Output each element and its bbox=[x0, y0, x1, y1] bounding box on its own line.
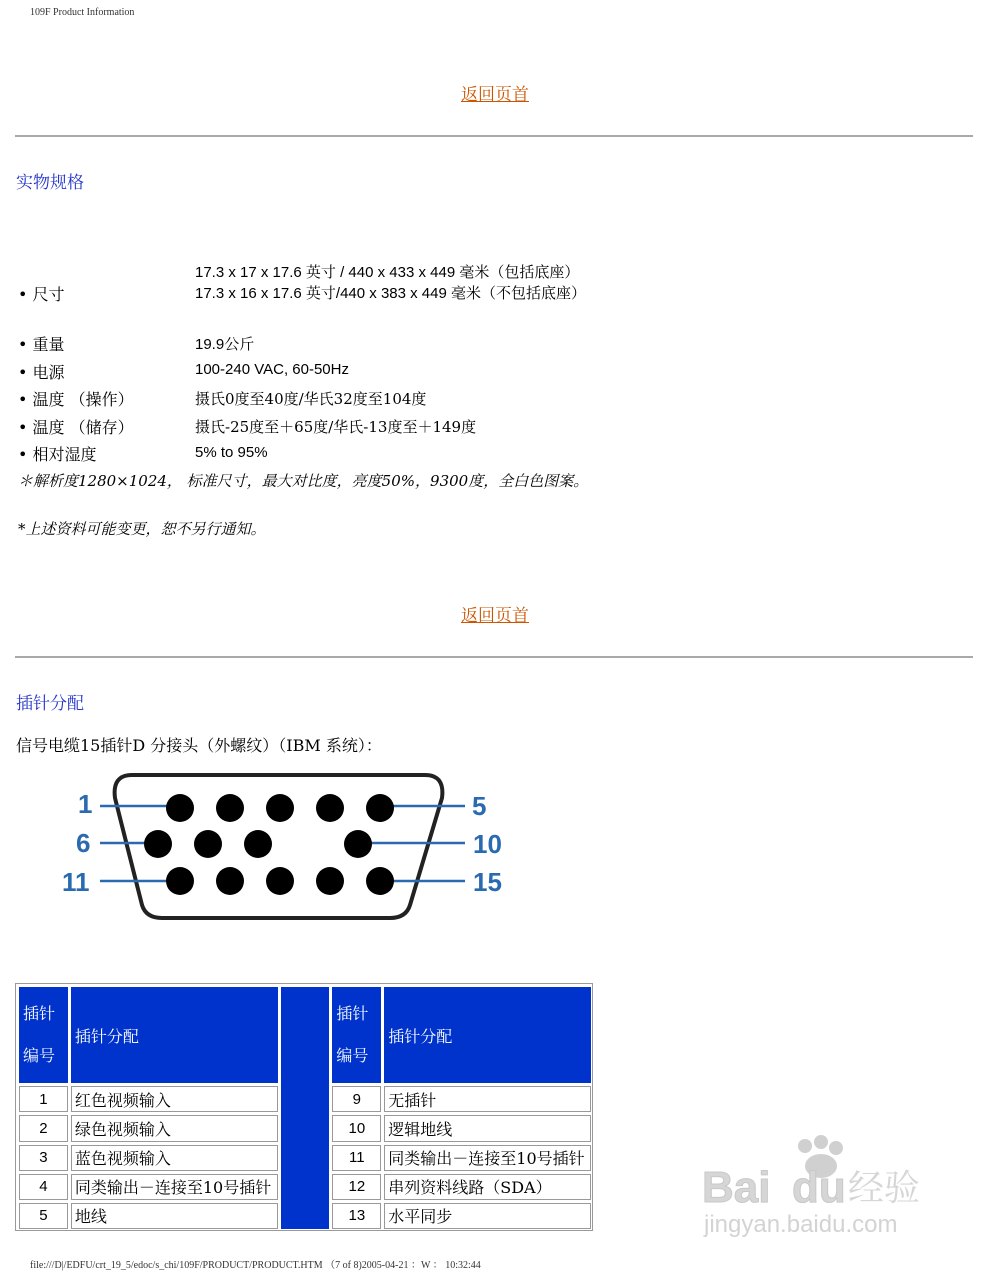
back-to-top-link[interactable]: 返回页首 bbox=[461, 85, 529, 105]
pin-hole bbox=[316, 867, 344, 895]
pin-description: 蓝色视频输入 bbox=[71, 1145, 278, 1171]
divider-2 bbox=[15, 656, 973, 658]
pin-hole bbox=[144, 830, 172, 858]
pin-hole bbox=[366, 867, 394, 895]
spec-value-weight: 19.9公斤 bbox=[195, 336, 255, 353]
pin-description: 水平同步 bbox=[384, 1203, 591, 1229]
pin-intro-text: 信号电缆15插针D 分接头（外螺纹）（IBM 系统）： bbox=[16, 736, 382, 755]
pin-number: 3 bbox=[19, 1145, 68, 1171]
diagram-label-6: 6 bbox=[76, 828, 91, 858]
pin-hole bbox=[366, 794, 394, 822]
table-separator bbox=[281, 987, 330, 1229]
footnote-disclaimer: *上述资料可能变更，恕不另行通知。 bbox=[18, 520, 266, 538]
baidu-paw-icon bbox=[700, 1132, 940, 1242]
pin-number: 4 bbox=[19, 1174, 68, 1200]
pin-description: 绿色视频输入 bbox=[71, 1115, 278, 1141]
header-pin-assignment: 插针分配 bbox=[71, 987, 278, 1083]
pin-number: 12 bbox=[332, 1174, 381, 1200]
page-footer-path: file:///D|/EDFU/crt_19_5/edoc/s_chi/109F/PRODUCT/PRODUCT.HTM （7 of 8)2005-04-21 ：W ： 10:32:44 bbox=[30, 1260, 481, 1271]
pin-hole bbox=[344, 830, 372, 858]
spec-label-power: • 电源 bbox=[18, 363, 65, 382]
spec-label-humidity: • 相对湿度 bbox=[18, 445, 97, 464]
spec-value-power: 100-240 VAC, 60-50Hz bbox=[195, 361, 349, 378]
section-title-physical: 实物规格 bbox=[16, 173, 84, 193]
dsub-connector-diagram bbox=[60, 770, 520, 925]
spec-value-temp-operating: 摄氏0度至40度/华氏32度至104度 bbox=[195, 390, 427, 408]
watermark-brand-2: du bbox=[792, 1163, 846, 1212]
pin-number: 10 bbox=[332, 1115, 381, 1141]
spec-label-size: • 尺寸 bbox=[18, 285, 65, 304]
pin-description: 逻辑地线 bbox=[384, 1115, 591, 1141]
pin-description: 同类输出－连接至10号插针 bbox=[384, 1145, 591, 1171]
spec-value-humidity: 5% to 95% bbox=[195, 444, 268, 461]
pin-description: 地线 bbox=[71, 1203, 278, 1229]
pin-hole bbox=[244, 830, 272, 858]
pin-description: 同类输出－连接至10号插针 bbox=[71, 1174, 278, 1200]
spec-value-size-1: 17.3 x 17 x 17.6 英寸 / 440 x 433 x 449 毫米（包括底座） bbox=[195, 264, 580, 281]
pin-hole bbox=[216, 794, 244, 822]
diagram-label-1: 1 bbox=[78, 789, 93, 819]
pin-hole bbox=[216, 867, 244, 895]
pin-description: 红色视频输入 bbox=[71, 1086, 278, 1112]
pin-hole bbox=[266, 867, 294, 895]
divider bbox=[15, 135, 973, 137]
pin-number: 13 bbox=[332, 1203, 381, 1229]
diagram-label-5: 5 bbox=[472, 791, 487, 821]
header-pin-number-right: 插针 编号 bbox=[332, 987, 381, 1083]
watermark-url: jingyan.baidu.com bbox=[704, 1211, 898, 1238]
pin-number: 9 bbox=[332, 1086, 381, 1112]
back-to-top-link-2[interactable]: 返回页首 bbox=[461, 606, 529, 626]
pin-description: 无插针 bbox=[384, 1086, 591, 1112]
footnote-resolution: ＊解析度1280×1024， 标准尺寸，最大对比度，亮度50%，9300度，全白色图案。 bbox=[18, 472, 589, 490]
spec-label-temp-storage: • 温度 （储存） bbox=[18, 418, 134, 437]
pin-description: 串列资料线路（SDA） bbox=[384, 1174, 591, 1200]
baidu-watermark bbox=[700, 1132, 940, 1246]
diagram-label-11: 11 bbox=[62, 867, 90, 897]
pin-number: 5 bbox=[19, 1203, 68, 1229]
pin-number: 1 bbox=[19, 1086, 68, 1112]
pin-hole bbox=[194, 830, 222, 858]
spec-value-temp-storage: 摄氏-25度至＋65度/华氏-13度至＋149度 bbox=[195, 418, 477, 436]
spec-value-size-2: 17.3 x 16 x 17.6 英寸/440 x 383 x 449 毫米（不包括底座） bbox=[195, 285, 586, 302]
section-title-pin: 插针分配 bbox=[16, 694, 84, 714]
spec-label-weight: • 重量 bbox=[18, 335, 65, 354]
pin-hole bbox=[266, 794, 294, 822]
pin-number: 2 bbox=[19, 1115, 68, 1141]
pin-assignment-table bbox=[16, 984, 594, 1232]
page-header-title: 109F Product Information bbox=[30, 7, 135, 18]
pin-hole bbox=[166, 794, 194, 822]
header-pin-assignment-right: 插针分配 bbox=[384, 987, 591, 1083]
pin-hole bbox=[316, 794, 344, 822]
pin-number: 11 bbox=[332, 1145, 381, 1171]
spec-label-temp-operating: • 温度 （操作） bbox=[18, 390, 134, 409]
watermark-brand: Bai bbox=[702, 1163, 771, 1212]
watermark-cn: 经验 bbox=[848, 1168, 921, 1209]
diagram-label-10: 10 bbox=[473, 829, 502, 859]
pin-hole bbox=[166, 867, 194, 895]
header-pin-number: 插针 编号 bbox=[19, 987, 68, 1083]
diagram-label-15: 15 bbox=[473, 867, 502, 897]
